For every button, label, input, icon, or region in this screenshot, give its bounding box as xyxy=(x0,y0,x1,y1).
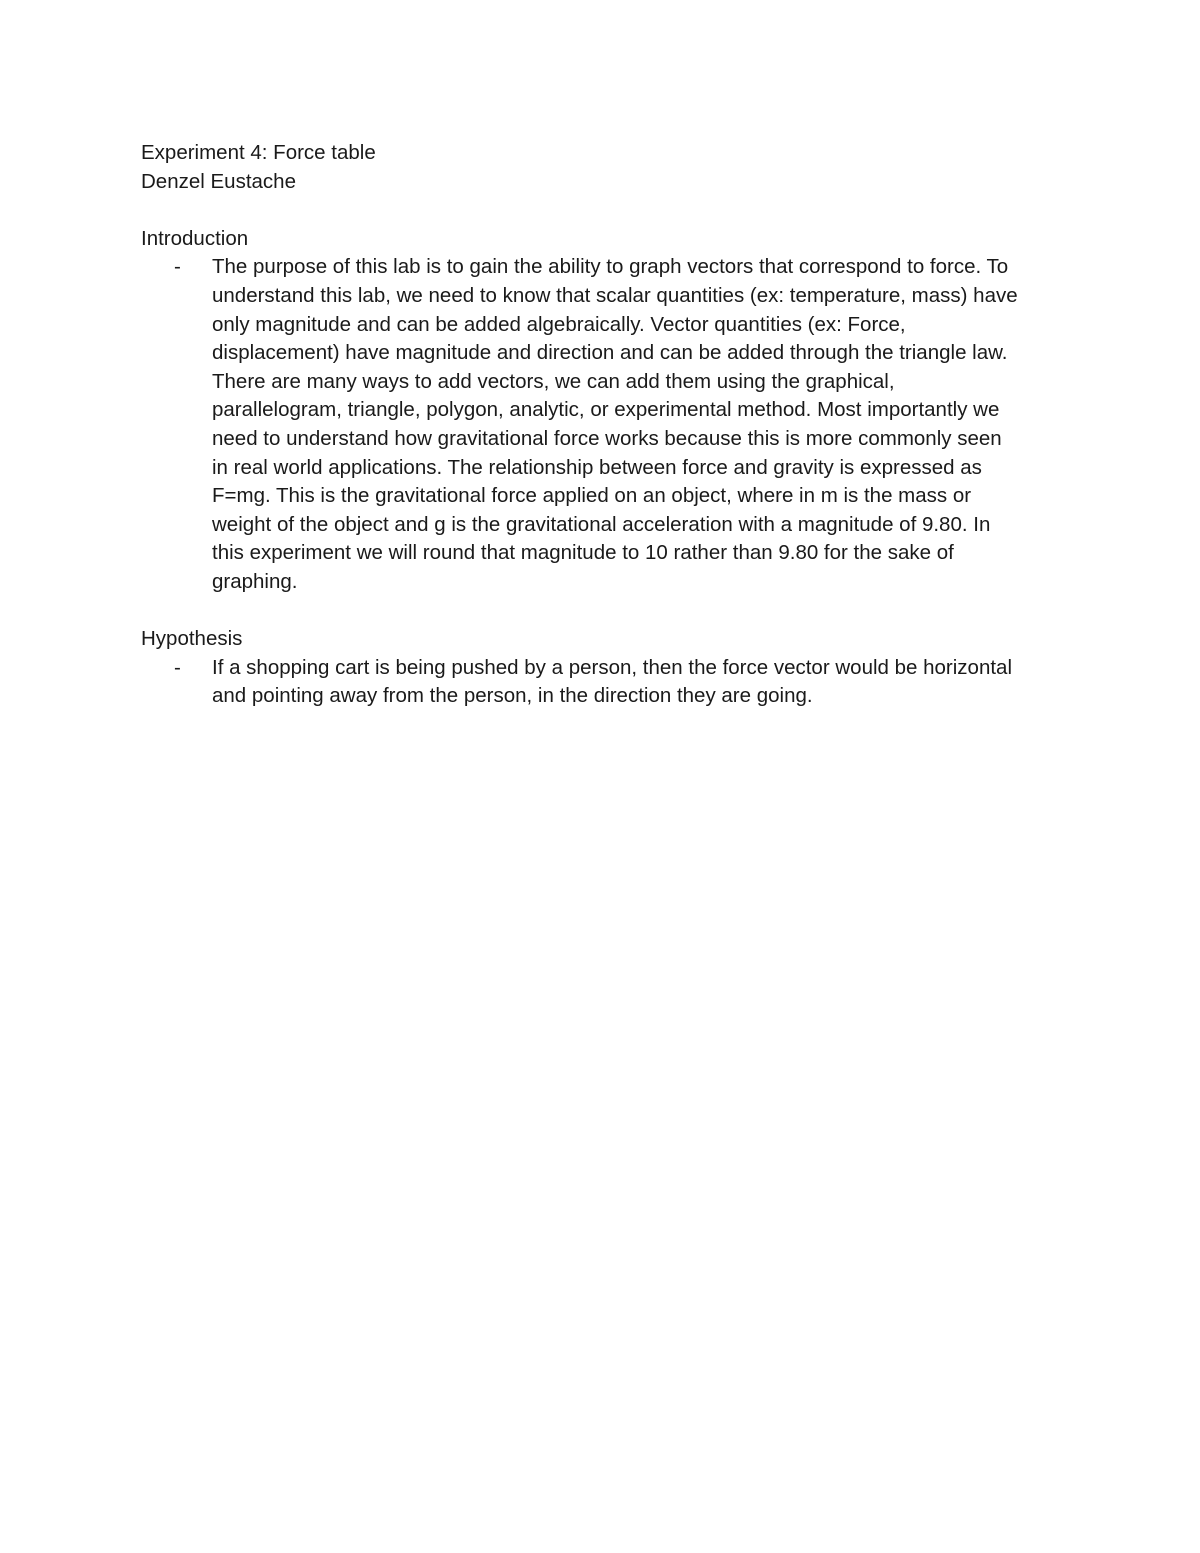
blank-line xyxy=(141,196,1071,225)
paragraph-line: in real world applications. The relationship between force and gravity is expressed as xyxy=(212,455,982,479)
blank-line xyxy=(141,597,1071,626)
paragraph-line: only magnitude and can be added algebraically. Vector quantities (ex: Force, xyxy=(212,312,906,336)
section-heading-hypothesis: Hypothesis xyxy=(141,627,243,651)
paragraph-line: There are many ways to add vectors, we can add them using the graphical, xyxy=(212,369,895,393)
paragraph-line: graphing. xyxy=(212,569,298,593)
paragraph-line: displacement) have magnitude and direction and can be added through the triangle law. xyxy=(212,341,1008,365)
list-item xyxy=(141,654,1071,711)
introduction-paragraph xyxy=(212,253,1071,596)
hypothesis-paragraph xyxy=(212,654,1071,711)
list-bullet: - xyxy=(174,255,181,279)
paragraph-line: F=mg. This is the gravitational force applied on an object, where in m is the mass or xyxy=(212,484,972,508)
hypothesis-list xyxy=(141,654,1071,711)
paragraph-line: weight of the object and g is the gravitational acceleration with a magnitude of 9.80. In xyxy=(212,512,991,536)
section-heading-introduction: Introduction xyxy=(141,226,249,250)
paragraph-line: need to understand how gravitational force works because this is more commonly seen xyxy=(212,426,1002,450)
paragraph-line: and pointing away from the person, in the direction they are going. xyxy=(212,684,813,708)
paragraph-line: The purpose of this lab is to gain the ability to graph vectors that correspond to force. To xyxy=(212,255,1009,279)
list-item xyxy=(141,253,1071,596)
document-title: Experiment 4: Force table xyxy=(141,141,376,164)
paragraph-line: understand this lab, we need to know that scalar quantities (ex: temperature, mass) have xyxy=(212,283,1018,307)
paragraph-line: If a shopping cart is being pushed by a person, then the force vector would be horizontal xyxy=(212,655,1013,679)
list-bullet: - xyxy=(174,655,181,679)
document-body xyxy=(141,139,1071,711)
introduction-list xyxy=(141,253,1071,596)
paragraph-line: parallelogram, triangle, polygon, analytic, or experimental method. Most importantly we xyxy=(212,398,1000,422)
paragraph-line: this experiment we will round that magnitude to 10 rather than 9.80 for the sake of xyxy=(212,541,954,565)
document-author: Denzel Eustache xyxy=(141,169,296,193)
